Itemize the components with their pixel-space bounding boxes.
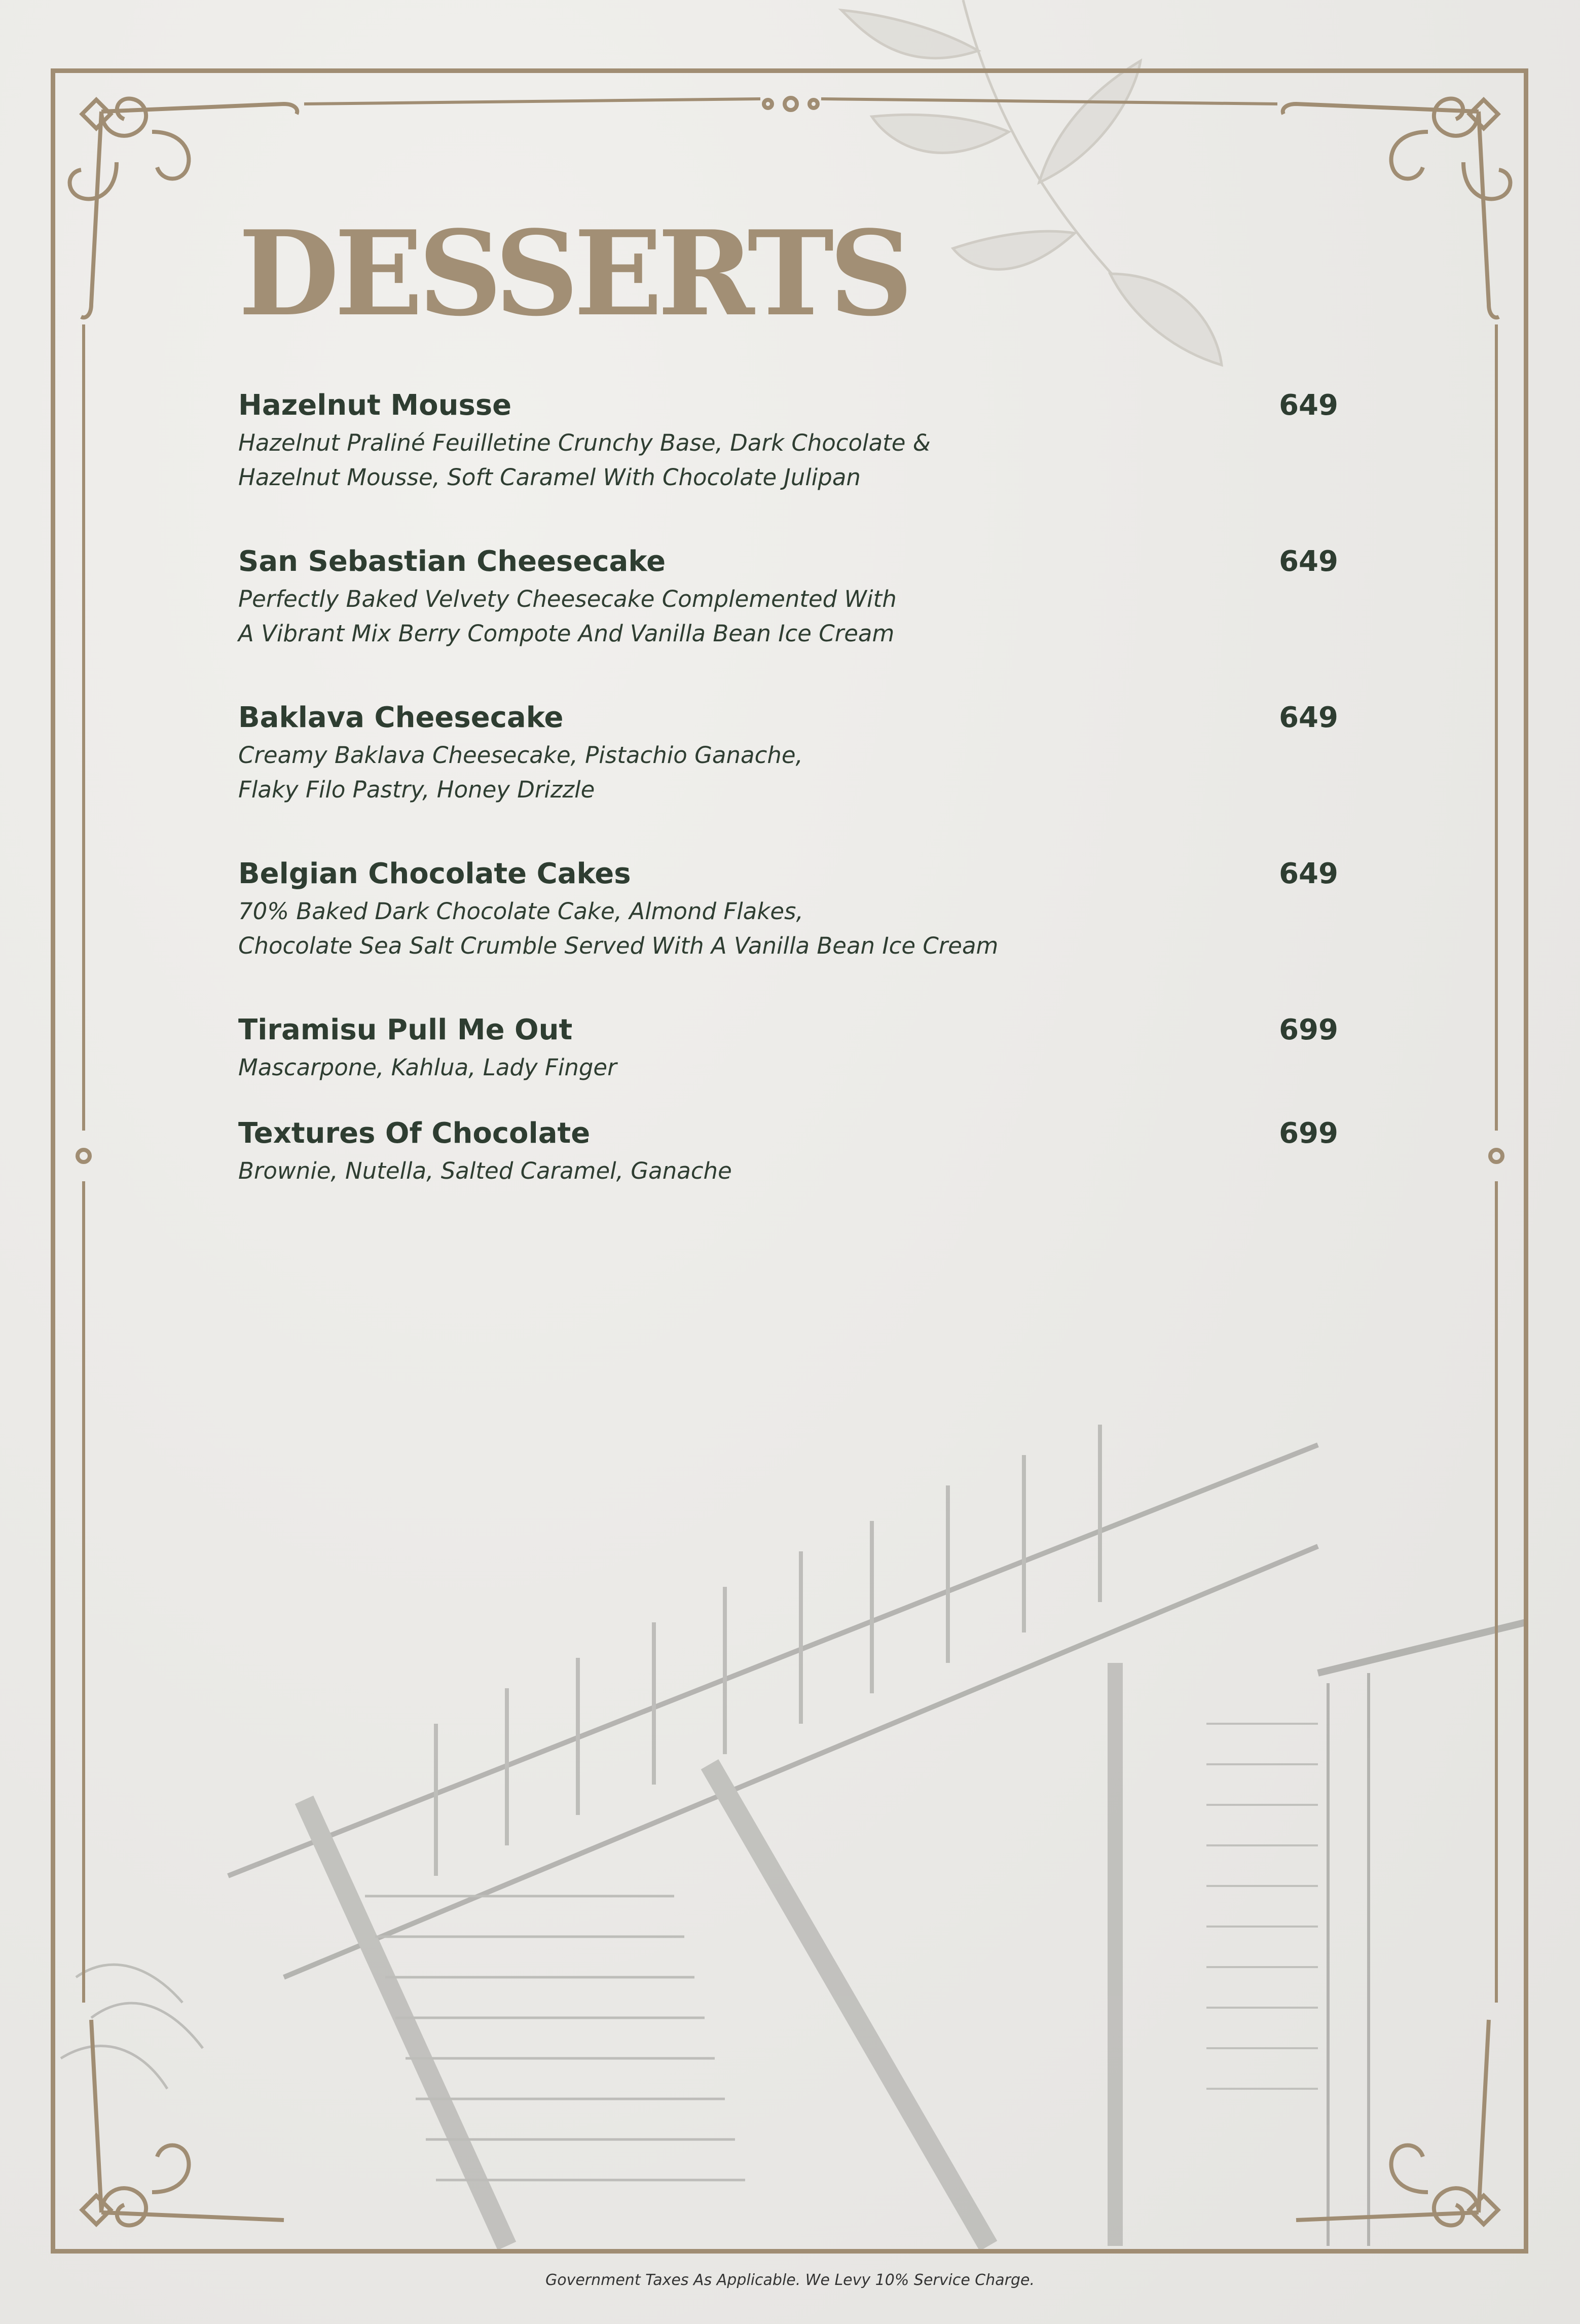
corner-flourish-icon [1296,2020,1498,2225]
corner-flourish-icon [1283,99,1511,318]
menu-item [238,1113,1338,1188]
item-name: San Sebastian Cheesecake [238,545,666,578]
item-description-line: Flaky Filo Pastry, Honey Drizzle [238,776,595,803]
item-price: 649 [1279,545,1338,578]
item-description-line: Mascarpone, Kahlua, Lady Finger [238,1054,617,1081]
menu-item [238,854,1338,963]
item-price: 699 [1279,1117,1338,1150]
item-description-line: Hazelnut Mousse, Soft Caramel With Chocolate Julipan [238,464,861,491]
item-description-line: A Vibrant Mix Berry Compote And Vanilla Bean Ice Cream [238,620,895,647]
footer-note: Government Taxes As Applicable. We Levy 10% Service Charge. [545,2271,1035,2289]
item-price: 649 [1279,857,1338,890]
item-price: 649 [1279,389,1338,422]
dessert-menu-list [238,385,1338,1188]
item-description-line: 70% Baked Dark Chocolate Cake, Almond Flakes, [238,898,803,925]
menu-item [238,541,1338,651]
corner-flourish-icon [82,2020,284,2225]
page-title: DESSERTS [238,205,908,342]
item-name: Textures Of Chocolate [238,1117,591,1150]
item-price: 699 [1279,1013,1338,1046]
menu-item [238,385,1338,495]
item-name: Baklava Cheesecake [238,701,564,734]
item-name: Belgian Chocolate Cakes [238,857,631,890]
item-name: Tiramisu Pull Me Out [238,1013,573,1046]
item-description-line: Brownie, Nutella, Salted Caramel, Ganache [238,1157,732,1184]
menu-item [238,698,1338,807]
menu-item [238,1010,1338,1085]
item-description-line: Hazelnut Praliné Feuilletine Crunchy Base, Dark Chocolate & [238,429,931,456]
item-name: Hazelnut Mousse [238,389,512,422]
item-description-line: Creamy Baklava Cheesecake, Pistachio Ganache, [238,742,803,769]
item-description-line: Perfectly Baked Velvety Cheesecake Complemented With [238,586,897,612]
item-description-line: Chocolate Sea Salt Crumble Served With A Vanilla Bean Ice Cream [238,932,999,959]
item-price: 649 [1279,701,1338,734]
